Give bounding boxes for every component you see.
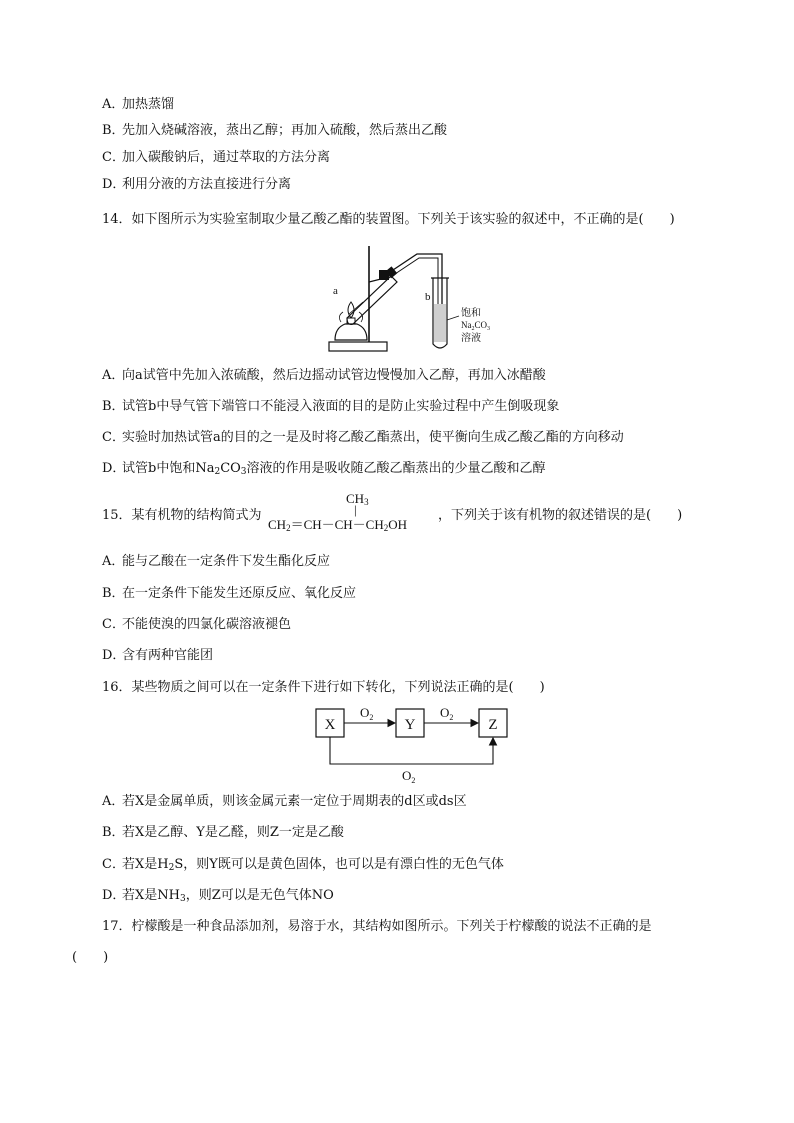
q16-option-a: A．若X是金属单质，则该金属元素一定位于周期表的d区或ds区 — [102, 794, 467, 809]
q16-option-d: D．若X是$NH_3$，则Z可以是无色气体NO — [102, 888, 334, 904]
q15-option-b: B．在一定条件下能发生还原反应、氧化反应 — [102, 586, 357, 601]
q15-option-a: A．能与乙酸在一定条件下发生酯化反应 — [102, 554, 331, 569]
q14-option-b: B．试管b中导气管下端管口不能浸入液面的目的是防止实验过程中产生倒吸现象 — [102, 399, 560, 414]
node-y: Y — [404, 717, 416, 733]
node-x: X — [324, 717, 336, 733]
formula-chain: $CH_2=CH-CH-CH_2OH$ — [268, 517, 408, 533]
label-solution-line1: 饱和 — [461, 308, 481, 319]
q13-option-c: C．加入碳酸钠后，通过萃取的方法分离 — [102, 150, 331, 165]
q15-stem-suffix: ，下列关于该有机物的叙述错误的是( ) — [438, 508, 683, 523]
label-solution-line3: 溶液 — [461, 333, 481, 344]
q17-stem: 17．柠檬酸是一种食品添加剂，易溶于水，其结构如图所示。下列关于柠檬酸的说法不正确的是 — [102, 919, 652, 934]
q16-stem: 16．某些物质之间可以在一定条件下进行如下转化，下列说法正确的是( ) — [102, 680, 545, 695]
node-z: Z — [488, 717, 498, 733]
label-solution-line2: $Na_2CO_3$ — [461, 320, 491, 332]
q15-stem-prefix: 15．某有机物的结构简式为 — [102, 508, 262, 523]
label-tube-a: a — [333, 285, 338, 297]
label-o2-xy: $O_2$ — [360, 705, 374, 722]
formula-methyl: $CH_3$ — [346, 491, 369, 507]
q16-conversion-diagram — [314, 702, 514, 784]
q14-apparatus-figure — [325, 240, 505, 356]
q17-answer-paren: ( ) — [72, 950, 109, 965]
q16-option-b: B．若X是乙醇、Y是乙醛，则Z一定是乙酸 — [102, 825, 344, 840]
label-tube-b: b — [425, 291, 431, 303]
q15-structural-formula — [268, 492, 438, 536]
q15-option-d: D．含有两种官能团 — [102, 648, 214, 663]
q13-option-a: A．加热蒸馏 — [102, 97, 175, 112]
label-o2-yz: $O_2$ — [440, 705, 454, 722]
formula-bond: | — [354, 502, 357, 517]
arrow-x-z — [330, 737, 493, 764]
q13-option-b: B．先加入烧碱溶液，蒸出乙醇；再加入硫酸，然后蒸出乙酸 — [102, 123, 448, 138]
q15-option-c: C．不能使溴的四氯化碳溶液褪色 — [102, 617, 292, 632]
label-o2-xz: $O_2$ — [402, 768, 416, 785]
q14-option-d: D．试管b中饱和$Na_2CO_3$溶液的作用是吸收随乙酸乙酯蒸出的少量乙酸和乙醇 — [102, 461, 546, 477]
q14-option-c: C．实验时加热试管a的目的之一是及时将乙酸乙酯蒸出，使平衡向生成乙酸乙酯的方向移动 — [102, 430, 624, 445]
q14-option-a: A．向a试管中先加入浓硫酸，然后边摇动试管边慢慢加入乙醇，再加入冰醋酸 — [102, 368, 546, 383]
q16-option-c: C．若X是$H_2S$，则Y既可以是黄色固体，也可以是有漂白性的无色气体 — [102, 857, 504, 873]
q13-option-d: D．利用分液的方法直接进行分离 — [102, 177, 292, 192]
q14-stem: 14．如下图所示为实验室制取少量乙酸乙酯的装置图。下列关于该实验的叙述中，不正确的是( ) — [102, 212, 675, 227]
